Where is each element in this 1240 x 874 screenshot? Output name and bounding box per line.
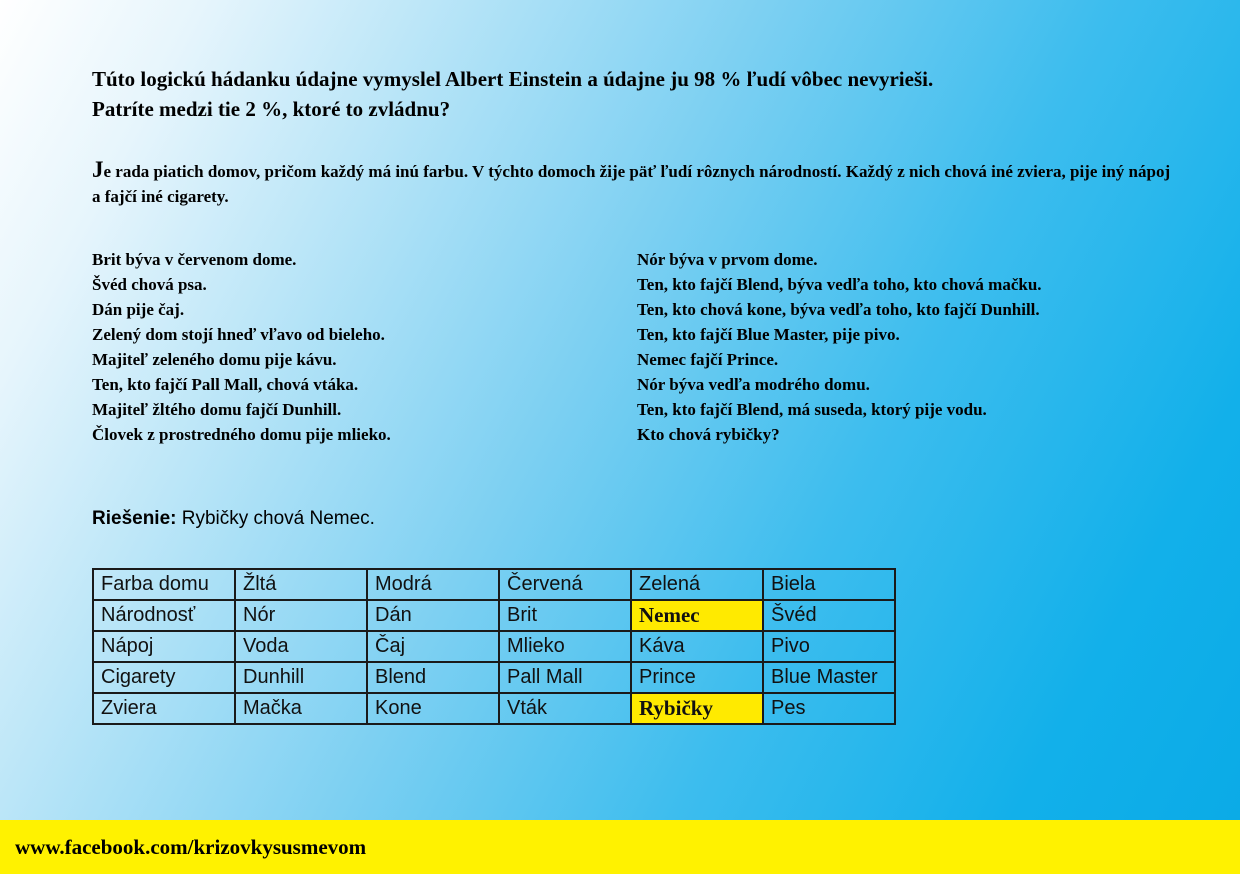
- table-row: [93, 569, 895, 600]
- table-cell: Zelená: [631, 569, 763, 600]
- table-cell: Dán: [367, 600, 499, 631]
- solution-text: Rybičky chová Nemec.: [181, 508, 375, 529]
- headline-line-1: Túto logickú hádanku údajne vymyslel Albert Einstein a údajne ju 98 % ľudí vôbec nevyrieši.: [92, 67, 934, 91]
- row-header: Cigarety: [93, 662, 235, 693]
- question: Kto chová rybičky?: [637, 425, 780, 444]
- table-cell: Pall Mall: [499, 662, 631, 693]
- row-header: Zviera: [93, 693, 235, 724]
- table-cell: Brit: [499, 600, 631, 631]
- table-cell: Voda: [235, 631, 367, 662]
- clue: Nór býva vedľa modrého domu.: [637, 375, 870, 394]
- table-cell: Čaj: [367, 631, 499, 662]
- clue: Ten, kto fajčí Pall Mall, chová vtáka.: [92, 375, 359, 394]
- table-cell: Pivo: [763, 631, 895, 662]
- clues-right-column: [637, 247, 1042, 447]
- table-cell: Švéd: [763, 600, 895, 631]
- row-header: Nápoj: [93, 631, 235, 662]
- clue: Ten, kto fajčí Blend, býva vedľa toho, kto chová mačku.: [637, 275, 1042, 294]
- table-cell: Vták: [499, 693, 631, 724]
- clue: Brit býva v červenom dome.: [92, 250, 297, 269]
- table-row: [93, 631, 895, 662]
- intro-text: e rada piatich domov, pričom každý má inú farbu. V týchto domoch žije päť ľudí rôznych národností. Každý z nich chová iné zviera, pije iný nápoj a fajčí iné cigarety.: [92, 162, 1171, 206]
- table-cell: Červená: [499, 569, 631, 600]
- table-cell: Blend: [367, 662, 499, 693]
- highlighted-cell: Rybičky: [631, 693, 763, 724]
- clue: Človek z prostredného domu pije mlieko.: [92, 425, 391, 444]
- table-cell: Mlieko: [499, 631, 631, 662]
- solution: [92, 502, 375, 534]
- highlighted-cell: Nemec: [631, 600, 763, 631]
- table-cell: Dunhill: [235, 662, 367, 693]
- clue: Zelený dom stojí hneď vľavo od bieleho.: [92, 325, 385, 344]
- table-cell: Žltá: [235, 569, 367, 600]
- headline-line-2: Patríte medzi tie 2 %, ktoré to zvládnu?: [92, 97, 451, 121]
- solution-table: [92, 568, 896, 725]
- table-cell: Kone: [367, 693, 499, 724]
- clue: Švéd chová psa.: [92, 275, 207, 294]
- table-cell: Biela: [763, 569, 895, 600]
- clue: Nemec fajčí Prince.: [637, 350, 779, 369]
- table-cell: Pes: [763, 693, 895, 724]
- table-cell: Prince: [631, 662, 763, 693]
- footer-bar: [0, 820, 1240, 874]
- clue: Ten, kto fajčí Blue Master, pije pivo.: [637, 325, 900, 344]
- table-cell: Blue Master: [763, 662, 895, 693]
- row-header: Farba domu: [93, 569, 235, 600]
- intro-paragraph: [92, 157, 1172, 209]
- clue: Ten, kto fajčí Blend, má suseda, ktorý pije vodu.: [637, 400, 987, 419]
- footer-link[interactable]: www.facebook.com/krizovkysusmevom: [15, 835, 367, 859]
- clue: Ten, kto chová kone, býva vedľa toho, kto fajčí Dunhill.: [637, 300, 1040, 319]
- clue: Nór býva v prvom dome.: [637, 250, 818, 269]
- table-cell: Nór: [235, 600, 367, 631]
- table-cell: Modrá: [367, 569, 499, 600]
- clue: Majiteľ zeleného domu pije kávu.: [92, 350, 337, 369]
- table-row: [93, 662, 895, 693]
- headline: [92, 64, 1172, 124]
- clue: Dán pije čaj.: [92, 300, 185, 319]
- solution-label: Riešenie:: [92, 508, 177, 529]
- clue: Majiteľ žltého domu fajčí Dunhill.: [92, 400, 342, 419]
- row-header: Národnosť: [93, 600, 235, 631]
- clues-left-column: [92, 247, 391, 447]
- table-row: [93, 600, 895, 631]
- table-cell: Mačka: [235, 693, 367, 724]
- table-cell: Káva: [631, 631, 763, 662]
- intro-first-letter: J: [92, 157, 104, 182]
- table-row: [93, 693, 895, 724]
